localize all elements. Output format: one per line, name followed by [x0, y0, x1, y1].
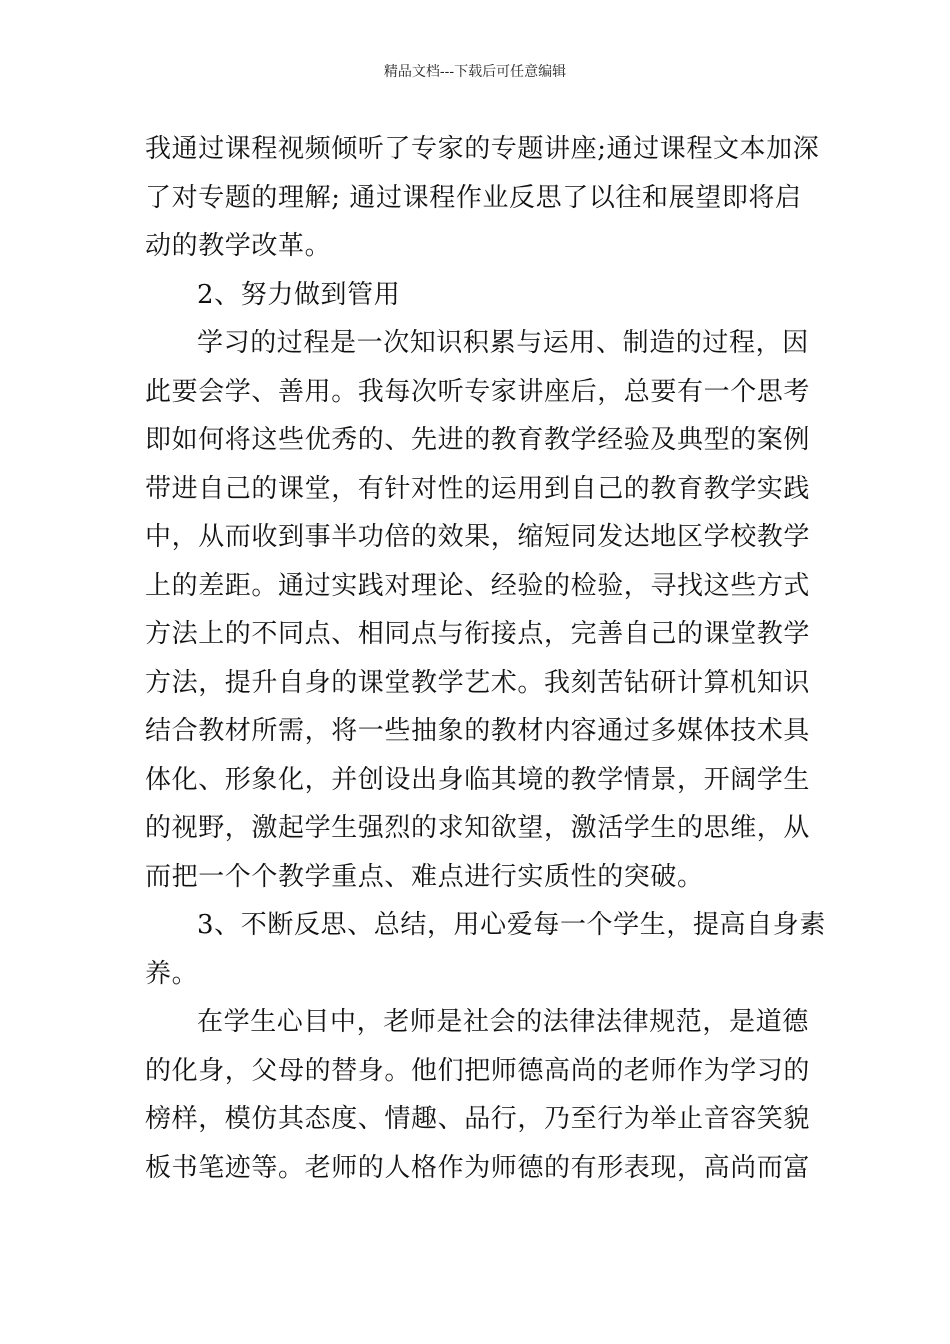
- text-line: 学习的过程是一次知识积累与运用、制造的过程，因: [197, 328, 809, 358]
- text-line: 方法上的不同点、相同点与衔接点，完善自己的课堂教学: [145, 619, 811, 649]
- text-line: 的视野，激起学生强烈的求知欲望，激活学生的思维，从: [145, 813, 811, 843]
- text-line: 即如何将这些优秀的、先进的教育教学经验及典型的案例: [145, 425, 811, 455]
- text-line: 2、努力做到管用: [197, 279, 401, 310]
- text-line: 的化身，父母的替身。他们把师德高尚的老师作为学习的: [145, 1055, 811, 1086]
- text-line: 在学生心目中，老师是社会的法律法律规范，是道德: [197, 1007, 809, 1037]
- text-line: 养。: [145, 958, 199, 989]
- text-line: 了对专题的理解; 通过课程作业反思了以往和展望即将启: [145, 182, 802, 213]
- text-line: 板书笔迹等。老师的人格作为师德的有形表现，高尚而富: [145, 1152, 811, 1183]
- text-line: 带进自己的课堂，有针对性的运用到自己的教育教学实践: [145, 473, 811, 504]
- text-line: 3、不断反思、总结，用心爱每一个学生，提高自身素: [197, 910, 826, 940]
- text-line: 我通过课程视频倾听了专家的专题讲座;通过课程文本加深: [145, 134, 820, 164]
- paragraph-2: [145, 319, 809, 901]
- document-body: [145, 125, 826, 1192]
- paragraph-3: [145, 998, 809, 1192]
- section-heading-2: [145, 271, 809, 320]
- text-line: 上的差距。通过实践对理论、经验的检验，寻找这些方式: [145, 570, 811, 601]
- section-heading-3: [145, 901, 826, 998]
- text-line: 榜样，模仿其态度、情趣、品行，乃至行为举止音容笑貌: [145, 1104, 811, 1134]
- text-line: 方法，提升自身的课堂教学艺术。我刻苦钻研计算机知识: [145, 667, 811, 698]
- text-line: 此要会学、善用。我每次听专家讲座后，总要有一个思考: [145, 376, 811, 407]
- page-header: 精品文档---下载后可任意编辑: [383, 64, 567, 80]
- text-line: 体化、形象化，并创设出身临其境的教学情景，开阔学生: [145, 764, 811, 795]
- text-line: 动的教学改革。: [145, 231, 332, 261]
- paragraph-1: [145, 125, 820, 271]
- text-line: 中，从而收到事半功倍的效果，缩短同发达地区学校教学: [145, 522, 811, 552]
- text-line: 而把一个个教学重点、难点进行实质性的突破。: [145, 861, 704, 892]
- text-line: 结合教材所需，将一些抽象的教材内容通过多媒体技术具: [145, 716, 811, 746]
